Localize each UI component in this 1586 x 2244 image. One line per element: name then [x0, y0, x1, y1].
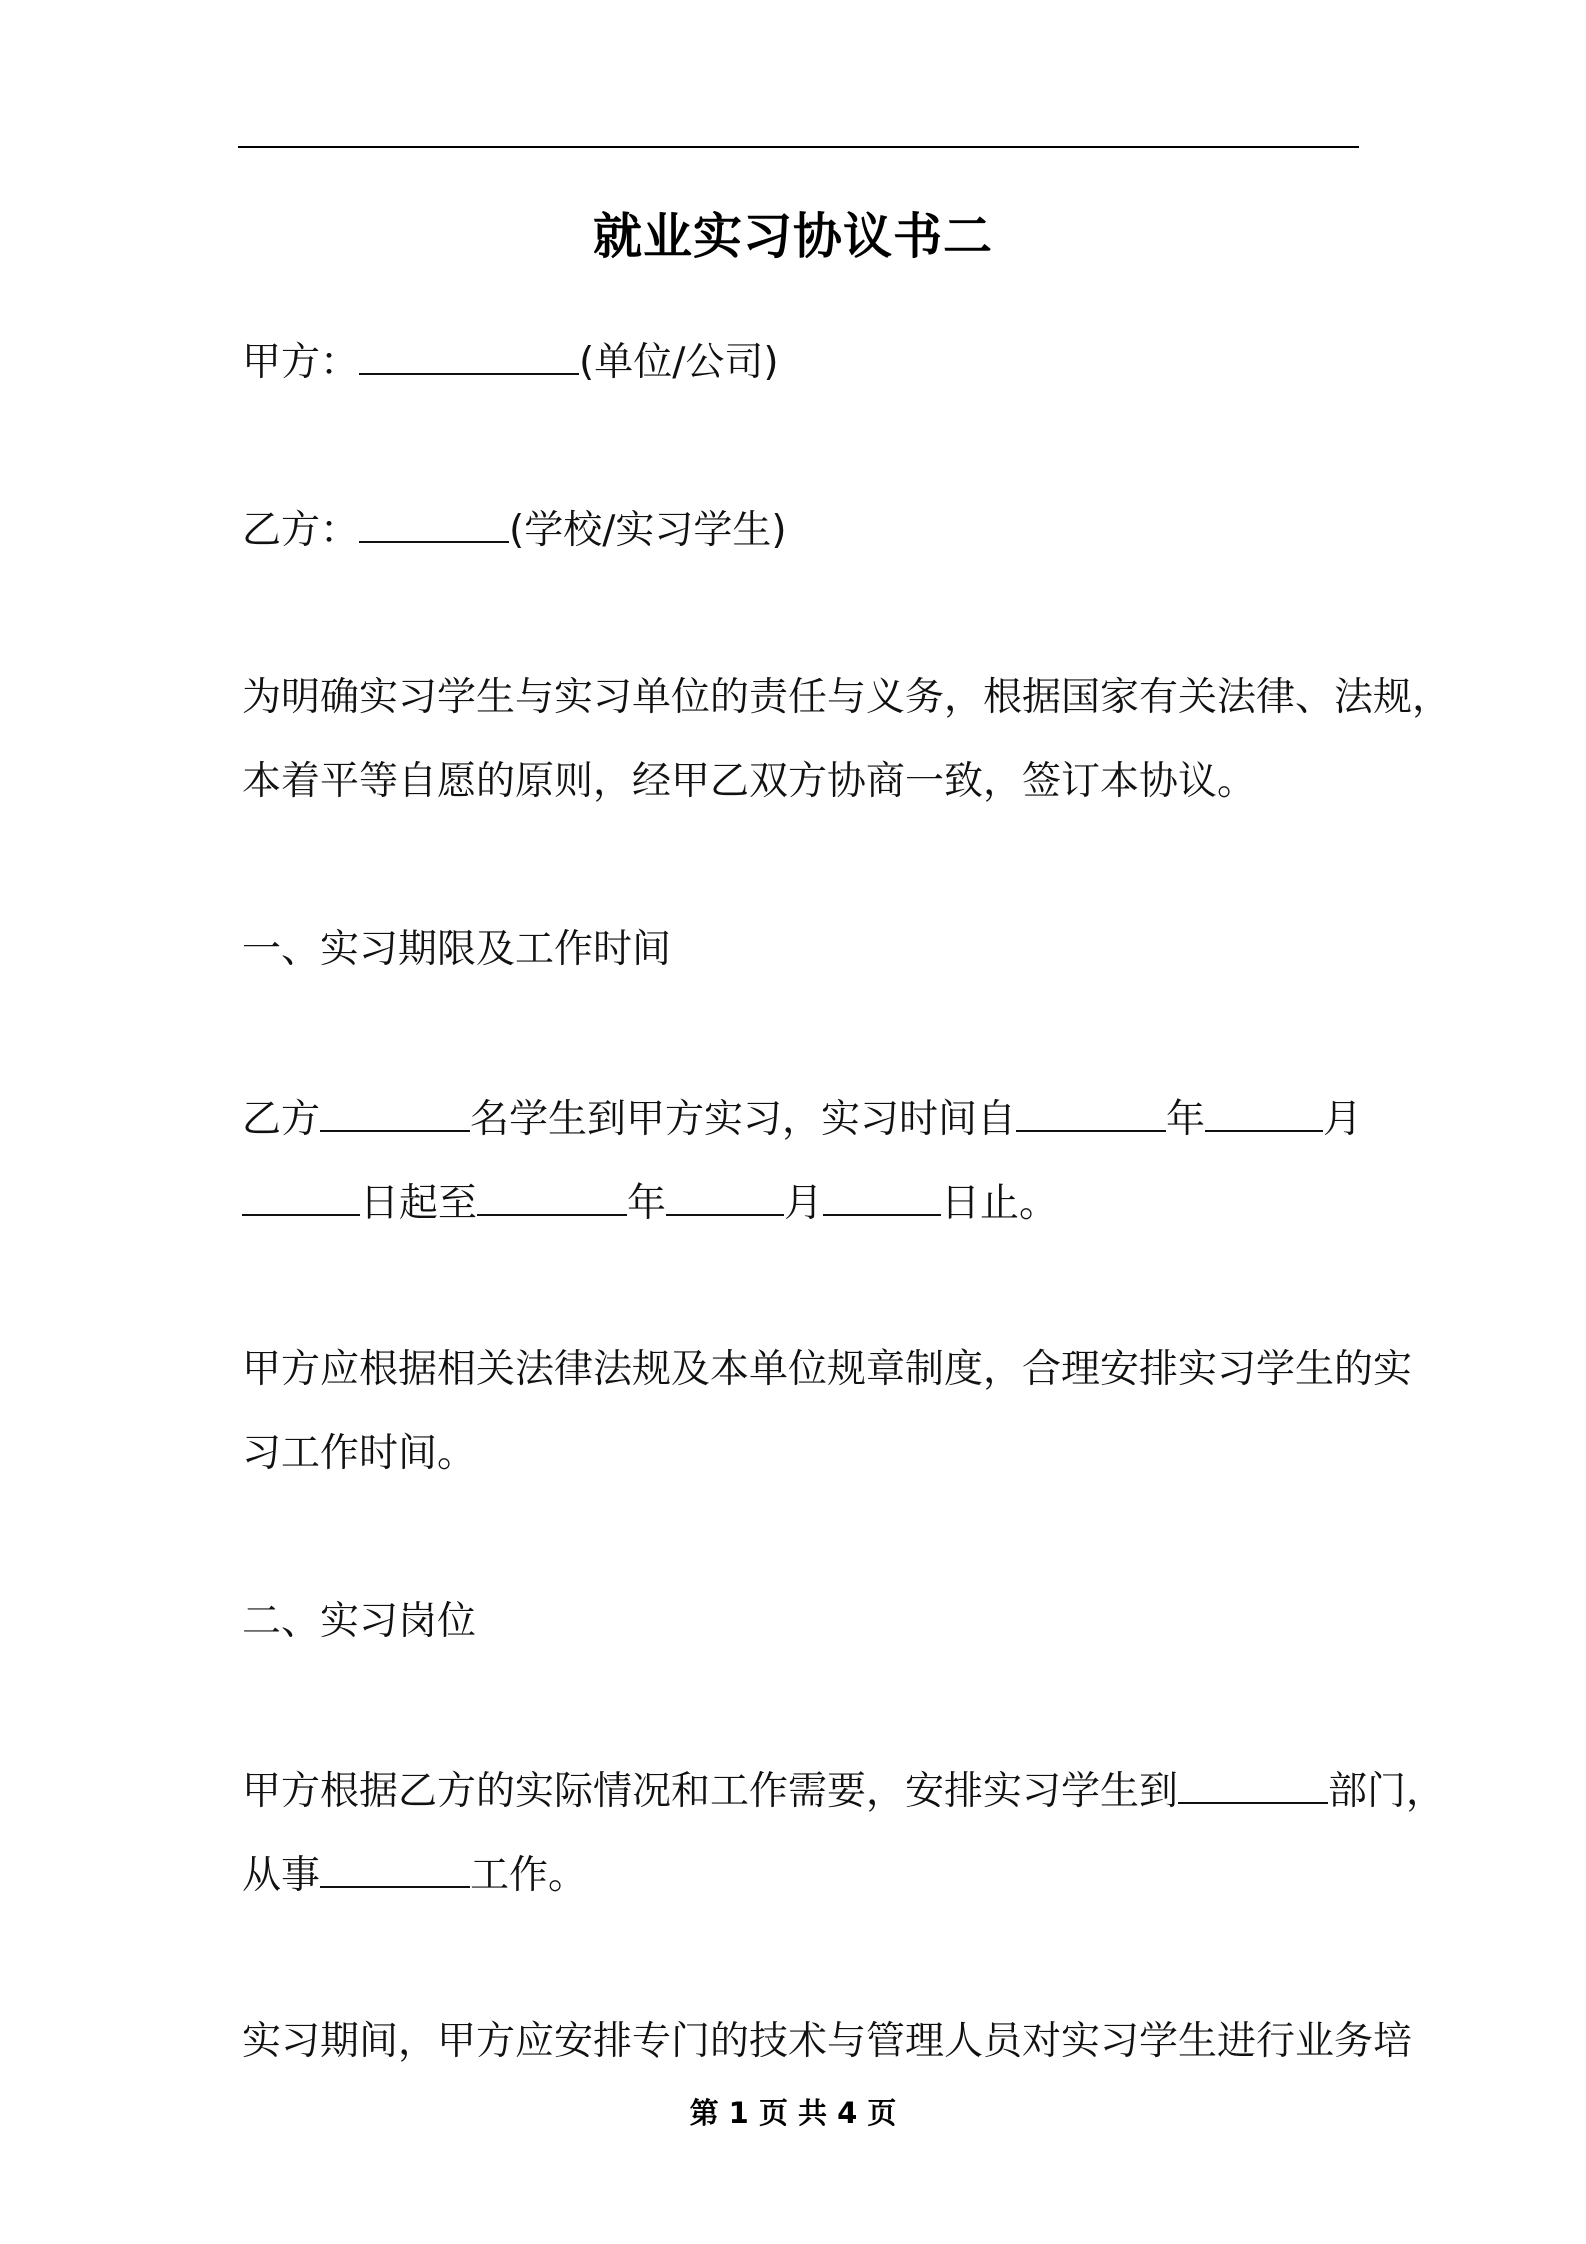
- section-1-paragraph-2-line-1: 甲方应根据相关法律法规及本单位规章制度，合理安排实习学生的实: [242, 1347, 1413, 1392]
- party-a-label: 甲方：: [242, 340, 360, 385]
- text-segment: 年: [627, 1181, 667, 1226]
- text-segment: 日起至: [360, 1181, 478, 1226]
- section-1-paragraph-1-line-1: [242, 1090, 1362, 1148]
- text-segment: 部门，: [1328, 1769, 1446, 1814]
- text-segment: 月: [1323, 1097, 1363, 1142]
- start-day-blank: [242, 1174, 360, 1216]
- text-segment: 工作。: [470, 1853, 588, 1898]
- header-rule: [238, 146, 1359, 148]
- party-b-label: 乙方：: [242, 508, 360, 553]
- start-month-blank: [1205, 1090, 1323, 1132]
- text-segment: 乙方: [242, 1097, 321, 1142]
- text-segment: 名学生到甲方实习，实习时间自: [470, 1097, 1017, 1142]
- party-a-line: [242, 333, 779, 391]
- text-segment: 日止。: [941, 1181, 1059, 1226]
- section-2-paragraph-1-line-2: [242, 1846, 587, 1904]
- end-month-blank: [666, 1174, 784, 1216]
- section-1-paragraph-2-line-2: 习工作时间。: [242, 1431, 477, 1476]
- section-2-paragraph-1-line-1: [242, 1762, 1445, 1820]
- text-segment: 甲方根据乙方的实际情况和工作需要，安排实习学生到: [242, 1769, 1179, 1814]
- department-blank: [1178, 1762, 1328, 1804]
- section-1-paragraph-1-line-2: [242, 1174, 1058, 1232]
- party-a-blank: [359, 333, 579, 375]
- section-1-heading: 一、实习期限及工作时间: [242, 927, 672, 972]
- document-title: 就业实习协议书二: [592, 208, 993, 265]
- text-segment: 年: [1166, 1097, 1206, 1142]
- party-b-line: [242, 501, 787, 559]
- page-footer: 第 1 页 共 4 页: [689, 2096, 897, 2130]
- preamble-line-1: 为明确实习学生与实习单位的责任与义务，根据国家有关法律、法规，: [242, 675, 1452, 720]
- party-b-blank: [359, 501, 509, 543]
- text-segment: 从事: [242, 1853, 321, 1898]
- party-a-suffix: (单位/公司): [579, 340, 779, 385]
- text-segment: 月: [784, 1181, 824, 1226]
- preamble-line-2: 本着平等自愿的原则，经甲乙双方协商一致，签订本协议。: [242, 759, 1257, 804]
- start-year-blank: [1016, 1090, 1166, 1132]
- section-2-heading: 二、实习岗位: [242, 1599, 477, 1644]
- end-year-blank: [477, 1174, 627, 1216]
- job-blank: [320, 1846, 470, 1888]
- party-b-suffix: (学校/实习学生): [509, 508, 787, 553]
- student-count-blank: [320, 1090, 470, 1132]
- end-day-blank: [823, 1174, 941, 1216]
- section-2-paragraph-2-line-1: 实习期间，甲方应安排专门的技术与管理人员对实习学生进行业务培: [242, 2019, 1413, 2064]
